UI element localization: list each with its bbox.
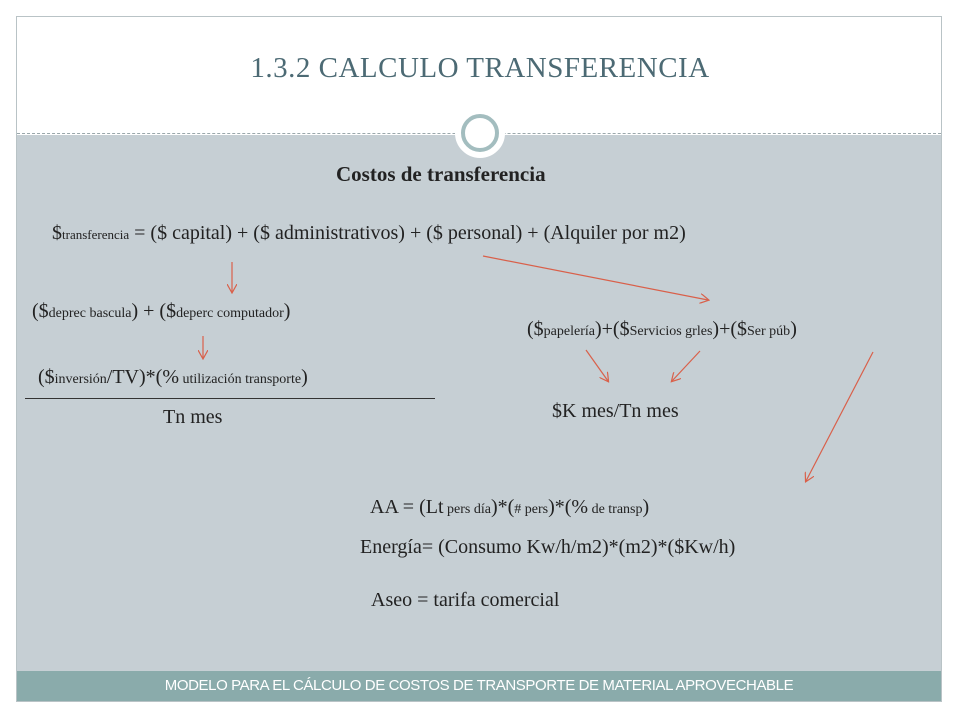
arrow-servicios xyxy=(672,351,700,381)
arrow-servicios-publicos xyxy=(806,352,873,481)
slide-title: 1.3.2 CALCULO TRANSFERENCIA xyxy=(250,52,710,84)
main-formula: $transferencia = ($ capital) + ($ administrativos) + ($ personal) + (Alquiler por m2) xyxy=(52,222,686,244)
admin-result: $K mes/Tn mes xyxy=(552,400,679,422)
investment-numerator: ($inversión/TV)*(% utilización transporte) xyxy=(38,366,308,388)
capital-breakdown: ($deprec bascula) + ($deperc computador) xyxy=(32,300,291,322)
arrow-papeleria xyxy=(586,350,608,381)
aseo-formula: Aseo = tarifa comercial xyxy=(371,589,560,611)
aa-formula: AA = (Lt pers día)*(# pers)*(% de transp) xyxy=(370,496,650,518)
energy-formula: Energía= (Consumo Kw/h/m2)*(m2)*($Kw/h) xyxy=(360,536,736,558)
section-heading: Costos de transferencia xyxy=(336,162,546,186)
footer-bar: MODELO PARA EL CÁLCULO DE COSTOS DE TRANSPORTE DE MATERIAL APROVECHABLE xyxy=(17,671,941,701)
admin-breakdown: ($papelería)+($Servicios grles)+($Ser púb) xyxy=(527,318,797,340)
investment-denominator: Tn mes xyxy=(163,406,223,428)
arrow-admin xyxy=(483,256,708,300)
